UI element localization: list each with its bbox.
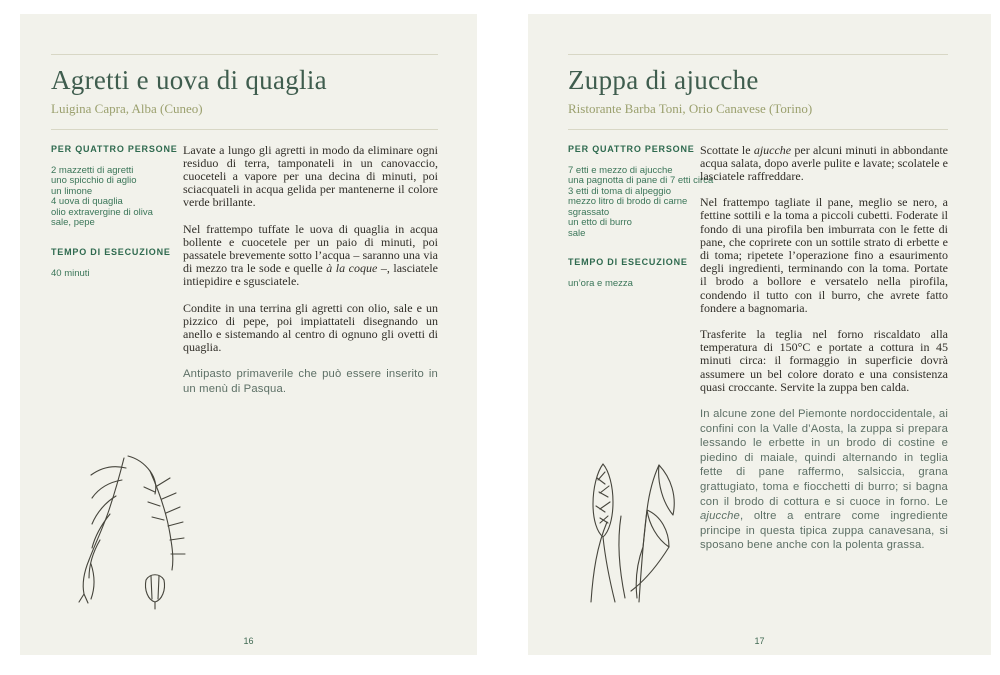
page-number: 17 xyxy=(754,636,765,646)
ingredient-item: uno spicchio di aglio xyxy=(51,175,137,187)
time-heading: TEMPO DI ESECUZIONE xyxy=(568,257,688,268)
recipe-paragraph: Nel frattempo tagliate il pane, meglio se nero, a fettine sottili e la toma a piccoli cubetti. Foderate il fondo di una pirofila ben imburrata con le fette di pane, che coprirete con un sottile strato di erbette e di toma; ripetete l’operazione fino a esaurimento degli ingredienti, terminando con la toma. Portate il brodo a bollore e versatelo nella pirofila, condendo il tutto con il burro, che avrete fatto fondere a bagnomaria. xyxy=(700,195,948,315)
time-value: un’ora e mezza xyxy=(568,278,633,290)
time-value: 40 minuti xyxy=(51,267,90,279)
ingredient-item: mezzo litro di brodo di carne xyxy=(568,196,688,208)
ingredient-item: 4 uova di quaglia xyxy=(51,196,123,208)
ingredients-list xyxy=(568,164,714,240)
ingredient-item: sgrassato xyxy=(568,206,610,218)
page-right xyxy=(528,14,991,655)
servings-heading: PER QUATTRO PERSONE xyxy=(568,143,695,154)
ingredients-list xyxy=(51,166,183,229)
ingredient-item: olio extravergine di oliva xyxy=(51,206,153,218)
divider-rule xyxy=(51,129,438,130)
time-heading: TEMPO DI ESECUZIONE xyxy=(51,246,171,257)
divider-rule xyxy=(568,129,948,130)
recipe-content xyxy=(51,144,438,410)
recipe-paragraph: Lavate a lungo gli agretti in modo da eliminare ogni residuo di terra, tamponateli in un canovaccio, cuoceteli a vapore per una decina di minuti, poi sciacquateli in acqua gelida per mantenerne il colore verde brillante. xyxy=(183,142,438,210)
recipe-note: In alcune zone del Piemonte nordoccidentale, ai confini con la Valle d’Aosta, la zuppa si prepara lessando le erbette in un brodo di costine e piedino di maiale, quindi alternando in teglia fette di pane raffermo, salsiccia, grana grattugiato, toma e fiocchetti di burro; si bagna con il brodo di cottura e si cuoce in forno. Le ajucche, oltre a entrare come ingrediente principe in questa tipica zuppa canavesana, si sposano bene anche con la polenta grassa. xyxy=(700,408,948,552)
recipe-title: Zuppa di ajucche xyxy=(568,65,759,95)
recipe-author: Ristorante Barba Toni, Orio Canavese (Torino) xyxy=(568,101,813,117)
ingredient-item: 7 etti e mezzo di ajucche xyxy=(568,164,673,176)
servings-heading: PER QUATTRO PERSONE xyxy=(51,143,178,154)
recipe-paragraph: Condite in una terrina gli agretti con olio, sale e un pizzico di pepe, poi impiattateli disegnando un anello e sistemando al centro di ognuno gli ovetti di quaglia. xyxy=(183,300,438,355)
recipe-paragraph: Trasferite la teglia nel forno riscaldato alla temperatura di 150°C e portate a cottura in 45 minuti circa: il formaggio in superficie dovrà assumere un bel colore dorato e una consistenza quasi croccante. Servite la zuppa ben calda. xyxy=(700,327,948,394)
agretti-illustration xyxy=(62,442,212,614)
recipe-title: Agretti e uova di quaglia xyxy=(51,65,327,95)
ingredient-item: un etto di burro xyxy=(568,217,632,229)
page-number: 16 xyxy=(243,636,254,646)
recipe-paragraph: Nel frattempo tuffate le uova di quaglia in acqua bollente e cuocetele per un paio di minuti, poi passatele brevemente sotto l’acqua – saranno una via di mezzo tra le sode e quelle à la coque –, lasciatele intiepidire e sgusciatele. xyxy=(183,221,438,289)
recipe-body xyxy=(183,144,438,410)
ingredient-item: 3 etti di toma di alpeggio xyxy=(568,185,671,197)
ingredients-sidebar xyxy=(51,144,183,410)
ajucche-illustration xyxy=(572,450,692,614)
ingredient-item: 2 mazzetti di agretti xyxy=(51,164,134,176)
recipe-author: Luigina Capra, Alba (Cuneo) xyxy=(51,101,203,117)
recipe-note: Antipasto primaverile che può essere inserito in un menù di Pasqua. xyxy=(183,368,438,396)
top-rule xyxy=(51,54,438,55)
ingredient-item: un limone xyxy=(51,185,93,197)
recipe-paragraph: Scottate le ajucche per alcuni minuti in abbondante acqua salata, dopo averle pulite e lavate; scolatele e lasciatele raffreddare. xyxy=(700,142,948,184)
recipe-body xyxy=(700,144,948,566)
ingredient-item: sale xyxy=(568,227,586,239)
page-left xyxy=(20,14,477,655)
ingredient-item: una pagnotta di pane di 7 etti circa xyxy=(568,175,714,187)
ingredient-item: sale, pepe xyxy=(51,217,95,229)
top-rule xyxy=(568,54,948,55)
